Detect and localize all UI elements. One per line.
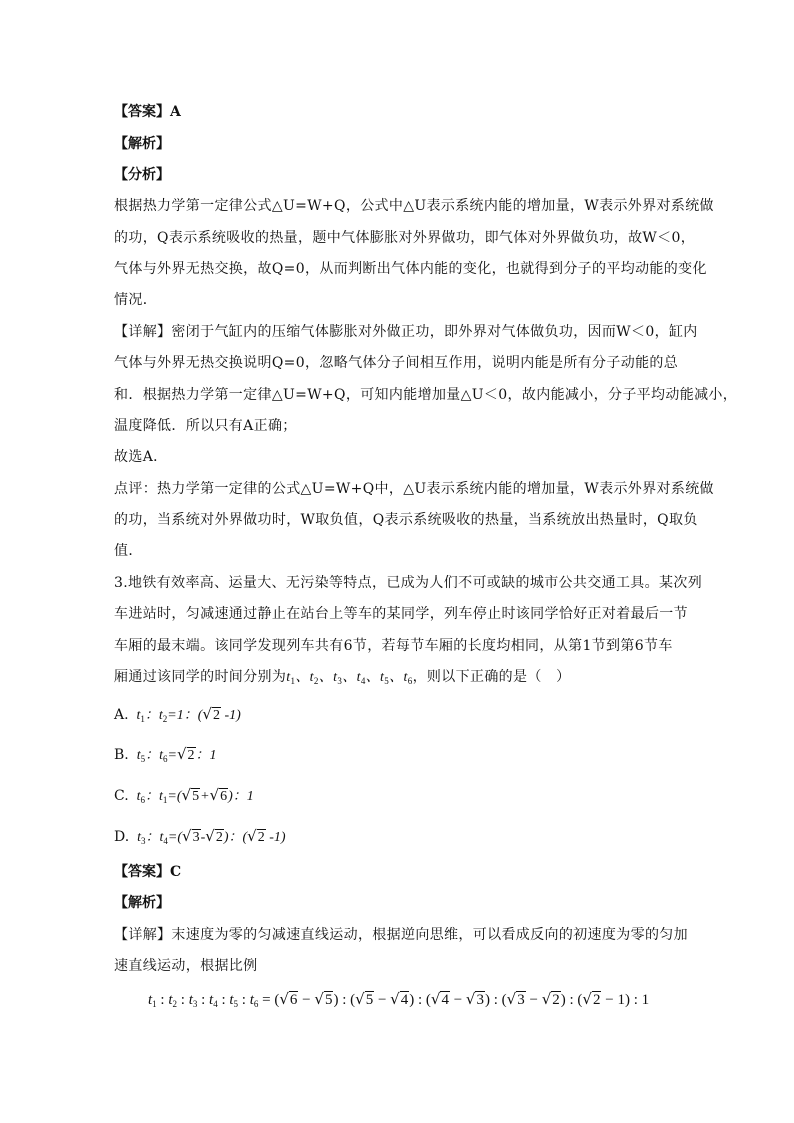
analysis-heading-2: 【解析】 xyxy=(114,895,170,911)
paragraph-line: 值． xyxy=(114,543,143,559)
paragraph-line: 的功，Q表示系统吸收的热量，题中气体膨胀对外界做功，即气体对外界做负功，故W＜0， xyxy=(114,230,696,246)
option-b-label: B. xyxy=(114,747,129,763)
option-c xyxy=(114,785,254,807)
option-c-formula: $t_6$：$t_1=(√5+√6)$：1 xyxy=(133,786,254,805)
paragraph-line: 和．根据热力学第一定律△U=W+Q，可知内能增加量△U＜0，故内能减小，分子平均动能减小， xyxy=(114,387,738,403)
paragraph-line: 情况． xyxy=(114,292,158,308)
option-b xyxy=(114,744,217,766)
analysis-heading: 【解析】 xyxy=(114,136,170,152)
detail-line: 速直线运动，根据比例 xyxy=(114,958,258,974)
ratio-formula: $t_1$ : $t_2$ : $t_3$ : $t_4$ : $t_5$ : $t_6 = (√6 - √5)$ : (√5 − √4) : (√4 − √3) : (√3 − √2) : (√2 − 1) : 1 xyxy=(148,990,650,1009)
question-text: 厢通过该同学的时间分别为 xyxy=(114,669,287,685)
paragraph-line: 气体与外界无热交换说明Q=0，忽略气体分子间相互作用，说明内能是所有分子动能的总 xyxy=(114,355,679,371)
paragraph-line: 的功，当系统对外界做功时，W取负值，Q表示系统吸收的热量，当系统放出热量时，Q取负 xyxy=(114,512,698,528)
question-tail: ，则以下正确的是（ ） xyxy=(412,669,571,685)
question-line xyxy=(114,667,570,688)
option-a xyxy=(114,704,241,726)
option-b-formula: $t_5$：$t_6=√2$：1 xyxy=(133,745,217,764)
detail-line: 【详解】末速度为零的匀减速直线运动，根据逆向思维，可以看成反向的初速度为零的匀加 xyxy=(114,927,688,943)
option-c-label: C. xyxy=(114,788,129,804)
question-line: 车进站时，匀减速通过静止在站台上等车的某同学，列车停止时该同学恰好正对着最后一节 xyxy=(114,606,688,622)
question-line: 车厢的最末端。该同学发现列车共有6节，若每节车厢的长度均相同，从第1节到第6节车 xyxy=(114,638,673,654)
paragraph-line: 点评：热力学第一定律的公式△U=W+Q中，△U表示系统内能的增加量，W表示外界对系统做 xyxy=(114,481,714,497)
answer-heading-2: 【答案】C xyxy=(114,864,182,880)
option-d xyxy=(114,826,286,848)
paragraph-line: 【详解】密闭于气缸内的压缩气体膨胀对外做正功，即外界对气体做负功，因而W＜0，缸内 xyxy=(114,324,698,340)
answer-heading: 【答案】A xyxy=(114,104,181,120)
paragraph-line: 根据热力学第一定律公式△U=W+Q，公式中△U表示系统内能的增加量，W表示外界对系统做 xyxy=(114,198,714,214)
option-a-formula: $t_1$：$t_2=1$：(√2 -1) xyxy=(133,705,241,724)
option-d-formula: $t_3$：$t_4=(√3-√2)$：(√2 -1) xyxy=(133,827,286,846)
question-line: 3.地铁有效率高、运量大、无污染等特点，已成为人们不可或缺的城市公共交通工具。某次列 xyxy=(114,575,703,591)
reasoning-heading: 【分析】 xyxy=(114,167,170,183)
time-list: $t_1$、$t_2$、$t_3$、$t_4$、$t_5$、$t_6$ xyxy=(286,670,413,686)
option-d-label: D. xyxy=(114,829,130,845)
paragraph-line: 故选A． xyxy=(114,449,168,465)
paragraph-line: 气体与外界无热交换，故Q=0，从而判断出气体内能的变化，也就得到分子的平均动能的变化 xyxy=(114,261,707,277)
option-a-label: A. xyxy=(114,707,129,723)
paragraph-line: 温度降低．所以只有A正确； xyxy=(114,418,297,434)
